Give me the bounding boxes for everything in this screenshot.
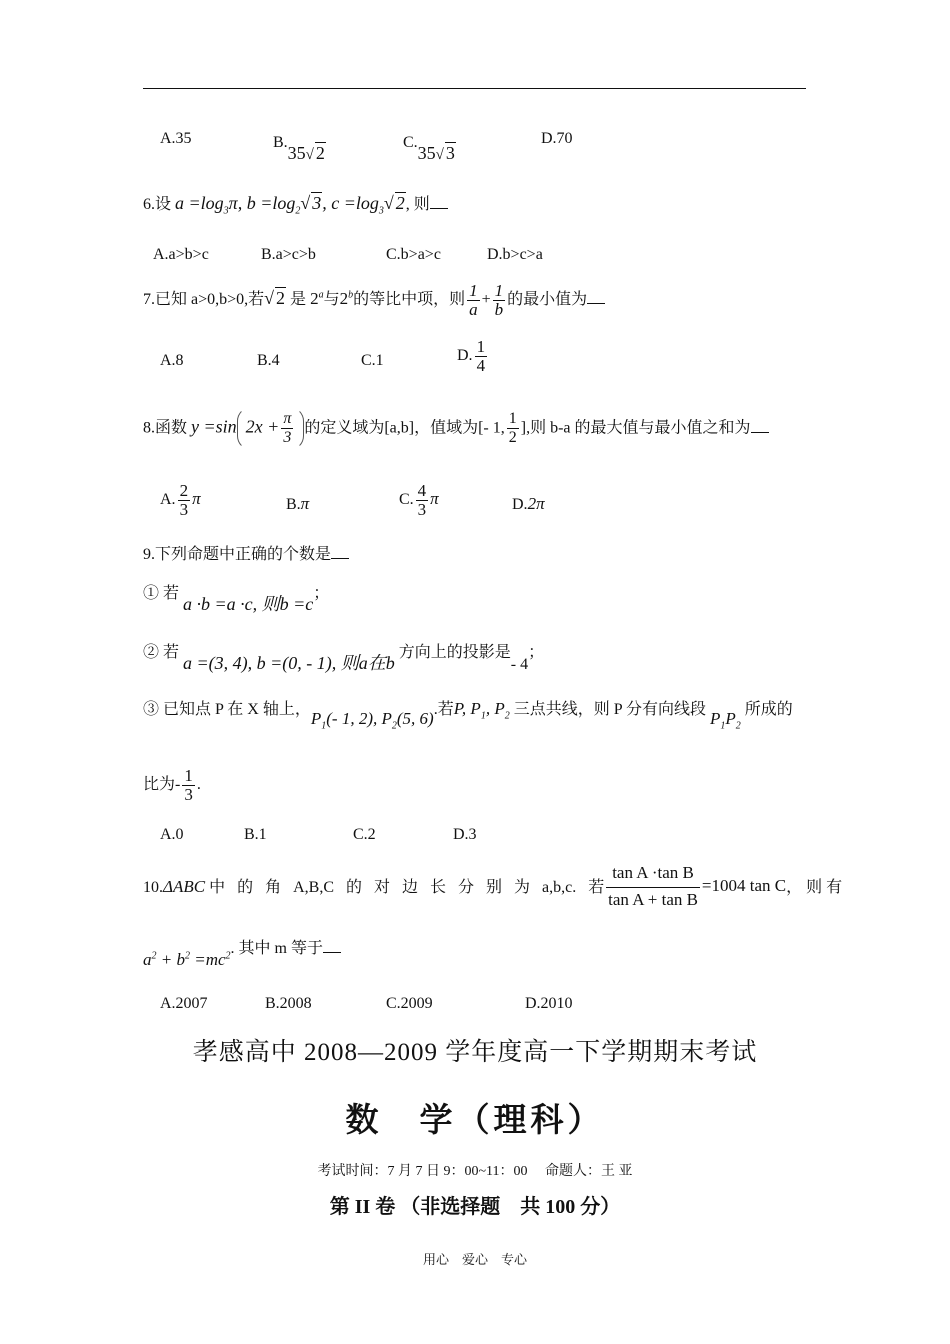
exam-meta: 考试时间：7 月 7 日 9：00~11：00 命题人：王 亚 — [317, 1164, 633, 1179]
q9-proposition-2: ② 若 a =(3, 4), b =(0, - 1), 则a在b 方向上的投影是- 4； — [143, 644, 545, 673]
q8-stem: 8.函数 y =sin 2x + $\frac{\pi}{3}$ 的定义域为[a,b]，值域为[- 1, $\frac{1}{2}$ ],则 b-a 的最大值与最小值之和为 — [143, 407, 769, 450]
q5-option-d: D.70 — [541, 130, 573, 147]
q10-stem: 10.ΔABC 中 的 角 A,B,C 的 对 边 长 分 别 为 a,b,c. 若 $\frac{\text{tan A ·tan B}}{\text{tan A + tan B}}$ =1004 tan C ， 则 有 — [143, 859, 806, 912]
q8-option-c: C. $\frac{4}{3}$ π — [399, 481, 439, 519]
q7-option-d: D. $\frac{1}{4}$ — [457, 337, 486, 375]
q7-frac-1-over-a: $\frac{1}{a}$ — [469, 281, 478, 319]
q9-option-a: A.0 — [160, 826, 184, 843]
q7-option-a: A.8 — [160, 352, 184, 369]
q10-answer-blank — [323, 952, 341, 953]
exam-title: 孝感高中 2008—2009 学年度高一下学期期末考试 — [192, 1039, 758, 1066]
q7-option-b: B.4 — [257, 352, 280, 369]
q9-answer-blank — [331, 558, 349, 559]
q10-tan-fraction: $\frac{\text{tan A ·tan B}}{\text{tan A + tan B}}$ — [606, 859, 700, 912]
q9-option-b: B.1 — [244, 826, 267, 843]
q10-option-b: B.2008 — [265, 995, 312, 1012]
q6-option-a: A.a>b>c — [153, 246, 209, 263]
q8-option-b: B.π — [286, 494, 310, 513]
q10-condition: $a^2 + b^2 =mc^2$. 其中 m 等于 — [143, 935, 341, 958]
q6-option-b: B.a>c>b — [261, 246, 316, 263]
q5-option-a: A.35 — [160, 130, 192, 147]
section-title: 第 II 卷 （非选择题 共 100 分） — [329, 1196, 621, 1218]
q5-option-b: B.35√ 2 — [273, 134, 325, 163]
q8-answer-blank — [751, 432, 769, 433]
q10-option-a: A.2007 — [160, 995, 208, 1012]
q9-proposition-1: ① 若 a ·b =a ·c, 则b =c； — [143, 585, 330, 614]
q9-stem: 9.下列命题中正确的个数是 — [143, 541, 349, 564]
q9-ratio: 比为- $\frac{1}{3}$ . — [143, 766, 201, 804]
q10-option-c: C.2009 — [386, 995, 433, 1012]
q9-proposition-3: ③ 已知点 P 在 X 轴上，$P_1(-$ 1, 2), $P_2(5$, 6).若P, $P_1$, $P_2$ 三点共线，则 P 分有向线段 $P_1P_2$ 所成的 — [143, 699, 793, 732]
q7-answer-blank — [587, 303, 605, 304]
top-rule — [143, 88, 806, 89]
subject-title: 数 学（理科） — [345, 1103, 605, 1139]
q9-option-d: D.3 — [453, 826, 477, 843]
q8-option-a: A. $\frac{2}{3}$ π — [160, 481, 201, 519]
q6-option-d: D.b>c>a — [487, 246, 543, 263]
q6-stem: 6.设 $a =\log_3\pi$, $b =\log_2√$ 3, $c =\log_3√$ 2, 则 — [143, 191, 448, 217]
q5-option-c: C.35√ 3 — [403, 134, 455, 163]
q6-option-c: C.b>a>c — [386, 246, 441, 263]
q10-option-d: D.2010 — [525, 995, 573, 1012]
q7-option-c: C.1 — [361, 352, 384, 369]
page-footer: 用心 爱心 专心 — [422, 1252, 527, 1267]
q8-option-d: D.2π — [512, 494, 545, 513]
q7-frac-1-over-b: $\frac{1}{b}$ — [494, 281, 504, 319]
q7-stem: 7.已知 a>0,b>0,若√ 2 是 2$^a$与2$^b$的等比中项，则 $\frac{1}{a}$ + $\frac{1}{b}$ 的最小值为 — [143, 282, 605, 319]
q6-answer-blank — [430, 208, 448, 209]
q9-option-c: C.2 — [353, 826, 376, 843]
